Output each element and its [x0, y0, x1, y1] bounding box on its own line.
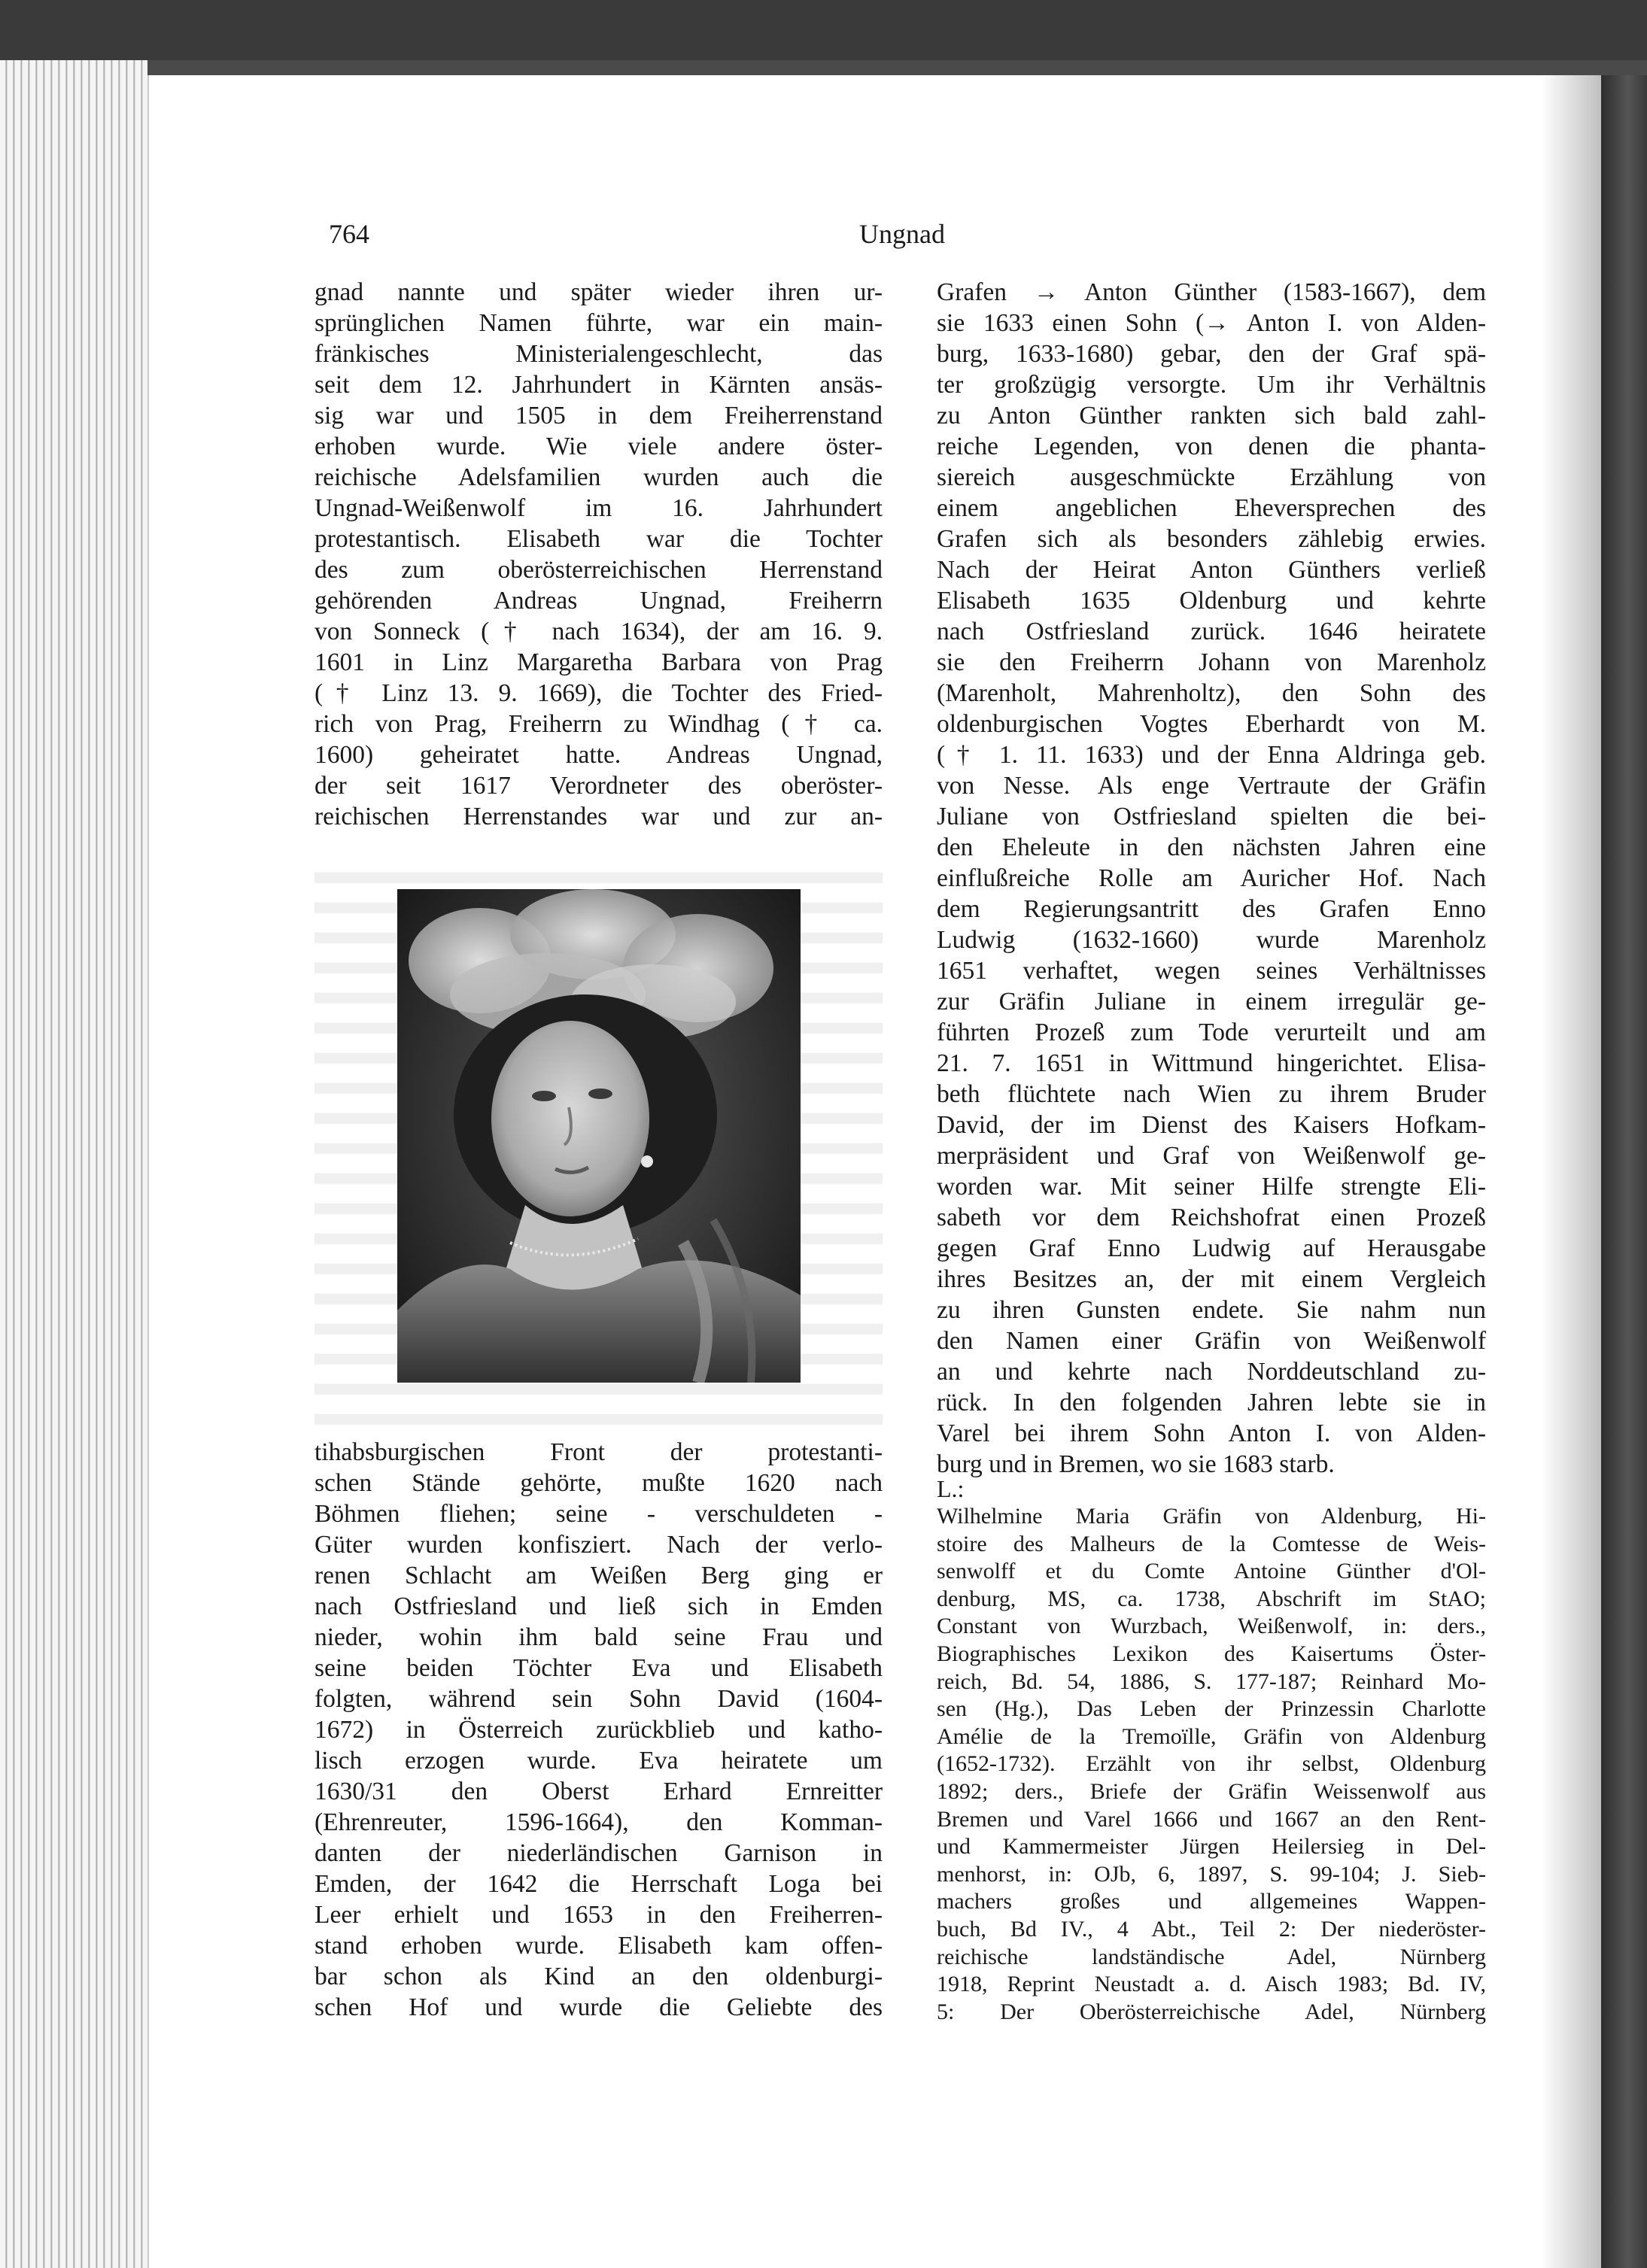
- right-column-line: den Namen einer Gräfin von Weißenwolf: [937, 1327, 1486, 1355]
- right-column-line: Nach der Heirat Anton Günthers verließ: [937, 556, 1486, 584]
- left-column-top-line: gnad nannte und später wieder ihren ur-: [315, 278, 883, 306]
- right-column-line: († 1. 11. 1633) und der Enna Aldringa geb.: [937, 741, 1486, 769]
- left-column-bottom-line: Leer erhielt und 1653 in den Freiherren-: [315, 1901, 883, 1929]
- left-column-bottom: [315, 1437, 883, 2023]
- right-column-line: Elisabeth 1635 Oldenburg und kehrte: [937, 587, 1486, 615]
- left-column-bottom-line: schen Hof und wurde die Geliebte des: [315, 1993, 883, 2021]
- literature-line: buch, Bd IV., 4 Abt., Teil 2: Der niederöster-: [937, 1916, 1486, 1942]
- right-column-line: sie den Freiherrn Johann von Marenholz: [937, 648, 1486, 676]
- page-number: 764: [329, 219, 369, 249]
- right-column-line: Grafen → Anton Günther (1583-1667), dem: [937, 278, 1486, 306]
- right-column-line: merpräsident und Graf von Weißenwolf ge-: [937, 1142, 1486, 1170]
- left-column-bottom-line: Güter wurden konfisziert. Nach der verlo-: [315, 1531, 883, 1559]
- right-column-line: siereich ausgeschmückte Erzählung von: [937, 463, 1486, 491]
- right-column-line: Varel bei ihrem Sohn Anton I. von Alden-: [937, 1419, 1486, 1447]
- portrait-image: [397, 889, 801, 1383]
- left-column-bottom-line: nach Ostfriesland und ließ sich in Emden: [315, 1592, 883, 1620]
- left-column-bottom-line: 1672) in Österreich zurückblieb und katho-: [315, 1716, 883, 1744]
- right-column-line: an und kehrte nach Norddeutschland zu-: [937, 1358, 1486, 1386]
- literature-label: L.:: [937, 1475, 965, 1502]
- book-gutter: [1600, 75, 1647, 2268]
- left-column-bottom-line: tihabsburgischen Front der protestanti-: [315, 1438, 883, 1466]
- literature-line: 1918, Reprint Neustadt a. d. Aisch 1983; Bd. IV,: [937, 1972, 1486, 1997]
- top-shadow: [147, 60, 1647, 77]
- right-column-line: Juliane von Ostfriesland spielten die bei-: [937, 803, 1486, 830]
- left-column-top-line: 1600) geheiratet hatte. Andreas Ungnad,: [315, 741, 883, 769]
- right-column-line: zur Gräfin Juliane in einem irregulär ge-: [937, 988, 1486, 1016]
- left-column-bottom-line: Böhmen fliehen; seine - verschuldeten -: [315, 1500, 883, 1528]
- right-column-line: David, der im Dienst des Kaisers Hofkam-: [937, 1111, 1486, 1139]
- right-column-line: zu Anton Günther rankten sich bald zahl-: [937, 402, 1486, 430]
- right-column-line: (Marenholt, Mahrenholtz), den Sohn des: [937, 679, 1486, 707]
- right-column-line: rück. In den folgenden Jahren lebte sie in: [937, 1389, 1486, 1416]
- literature-line: sen (Hg.), Das Leben der Prinzessin Charlotte: [937, 1696, 1486, 1722]
- left-column-bottom-line: schen Stände gehörte, mußte 1620 nach: [315, 1469, 883, 1497]
- left-column-top-line: 1601 in Linz Margaretha Barbara von Prag: [315, 648, 883, 676]
- left-column-top-line: reichische Adelsfamilien wurden auch die: [315, 463, 883, 491]
- right-column-line: beth flüchtete nach Wien zu ihrem Bruder: [937, 1080, 1486, 1108]
- left-column-bottom-line: bar schon als Kind an den oldenburgi-: [315, 1963, 883, 1990]
- left-column-top-line: der seit 1617 Verordneter des oberöster-: [315, 772, 883, 800]
- literature-line: stoire des Malheurs de la Comtesse de Weis-: [937, 1531, 1486, 1556]
- left-column-top-line: protestantisch. Elisabeth war die Tochter: [315, 525, 883, 553]
- right-column-line: burg, 1633-1680) gebar, den der Graf spä-: [937, 340, 1486, 368]
- right-column-line: Grafen sich als besonders zählebig erwies.: [937, 525, 1486, 553]
- spine-shadow: [1541, 75, 1601, 2268]
- left-column-top-line: reichischen Herrenstandes war und zur an-: [315, 803, 883, 830]
- left-column-top-line: fränkisches Ministerialengeschlecht, das: [315, 340, 883, 368]
- left-column-bottom-line: seine beiden Töchter Eva und Elisabeth: [315, 1654, 883, 1682]
- right-column: [937, 277, 1486, 1480]
- literature-line: 5: Der Oberösterreichische Adel, Nürnberg: [937, 1999, 1486, 2024]
- book-page-edges: [0, 60, 150, 2268]
- left-column-bottom-line: Emden, der 1642 die Herrschaft Loga bei: [315, 1870, 883, 1898]
- left-column-top-line: seit dem 12. Jahrhundert in Kärnten ansäs-: [315, 371, 883, 399]
- left-column-bottom-line: renen Schlacht am Weißen Berg ging er: [315, 1562, 883, 1589]
- literature-line: Biographisches Lexikon des Kaisertums Öster-: [937, 1641, 1486, 1666]
- left-column-top-line: erhoben wurde. Wie viele andere öster-: [315, 433, 883, 460]
- left-column-bottom-line: nieder, wohin ihm bald seine Frau und: [315, 1623, 883, 1651]
- right-column-line: sie 1633 einen Sohn (→ Anton I. von Alden-: [937, 309, 1486, 337]
- literature-line: Bremen und Varel 1666 und 1667 an den Rent-: [937, 1806, 1486, 1832]
- right-column-line: reiche Legenden, von denen die phanta-: [937, 433, 1486, 460]
- right-column-line: zu ihren Gunsten endete. Sie nahm nun: [937, 1296, 1486, 1324]
- right-column-line: sabeth vor dem Reichshofrat einen Prozeß: [937, 1204, 1486, 1231]
- literature-line: denburg, MS, ca. 1738, Abschrift im StAO;: [937, 1586, 1486, 1611]
- literature-line: und Kammermeister Jürgen Heilersieg in Del-: [937, 1834, 1486, 1860]
- right-column-line: einem angeblichen Eheversprechen des: [937, 494, 1486, 522]
- right-column-line: von Nesse. Als enge Vertraute der Gräfin: [937, 772, 1486, 800]
- right-column-line: ihres Besitzes an, der mit einem Vergleich: [937, 1265, 1486, 1293]
- left-column-top-line: Ungnad-Weißenwolf im 16. Jahrhundert: [315, 494, 883, 522]
- left-column-top-line: sprünglichen Namen führte, war ein main-: [315, 309, 883, 337]
- right-column-line: 21. 7. 1651 in Wittmund hingerichtet. Elisa-: [937, 1049, 1486, 1077]
- literature-line: Wilhelmine Maria Gräfin von Aldenburg, Hi-: [937, 1504, 1486, 1529]
- running-head: Ungnad: [859, 219, 945, 249]
- literature-line: (1652-1732). Erzählt von ihr selbst, Oldenburg: [937, 1751, 1486, 1777]
- right-column-line: oldenburgischen Vogtes Eberhardt von M.: [937, 710, 1486, 738]
- literature-line: reich, Bd. 54, 1886, S. 177-187; Reinhard Mo-: [937, 1668, 1486, 1694]
- right-column-line: nach Ostfriesland zurück. 1646 heiratete: [937, 618, 1486, 645]
- left-column-top-line: des zum oberösterreichischen Herrenstand: [315, 556, 883, 584]
- left-column-bottom-line: stand erhoben wurde. Elisabeth kam offen-: [315, 1932, 883, 1960]
- literature-line: machers großes und allgemeines Wappen-: [937, 1889, 1486, 1914]
- literature-line: 1892; ders., Briefe der Gräfin Weissenwolf aus: [937, 1778, 1486, 1804]
- right-column-line: gegen Graf Enno Ludwig auf Herausgabe: [937, 1234, 1486, 1262]
- left-column-top-line: sig war und 1505 in dem Freiherrenstand: [315, 402, 883, 430]
- left-column-bottom-line: folgten, während sein Sohn David (1604-: [315, 1685, 883, 1713]
- left-column-bottom-line: (Ehrenreuter, 1596-1664), den Komman-: [315, 1808, 883, 1836]
- right-column-line: den Eheleute in den nächsten Jahren eine: [937, 833, 1486, 861]
- literature-line: menhorst, in: OJb, 6, 1897, S. 99-104; J. Sieb-: [937, 1861, 1486, 1887]
- left-column-bottom-line: danten der niederländischen Garnison in: [315, 1839, 883, 1867]
- right-column-line: worden war. Mit seiner Hilfe strengte Eli-: [937, 1173, 1486, 1201]
- right-column-line: ter großzügig versorgte. Um ihr Verhältnis: [937, 371, 1486, 399]
- literature-line: Amélie de la Tremoïlle, Gräfin von Aldenburg: [937, 1723, 1486, 1749]
- literature-line: senwolff et du Comte Antoine Günther d'Ol-: [937, 1559, 1486, 1584]
- literature-list: [937, 1503, 1486, 2026]
- left-column-bottom-line: 1630/31 den Oberst Erhard Ernreitter: [315, 1778, 883, 1805]
- right-column-line: einflußreiche Rolle am Auricher Hof. Nach: [937, 864, 1486, 892]
- right-column-line: burg und in Bremen, wo sie 1683 starb.: [937, 1450, 1335, 1478]
- left-column-top-line: († Linz 13. 9. 1669), die Tochter des Fried-: [315, 679, 883, 707]
- portrait-illustration: [397, 889, 801, 1383]
- left-column-top-line: von Sonneck († nach 1634), der am 16. 9.: [315, 618, 883, 645]
- right-column-line: 1651 verhaftet, wegen seines Verhältnisses: [937, 957, 1486, 985]
- left-column-top-line: rich von Prag, Freiherrn zu Windhag († ca.: [315, 710, 883, 738]
- left-column-top-line: gehörenden Andreas Ungnad, Freiherrn: [315, 587, 883, 615]
- literature-line: reichische landständische Adel, Nürnberg: [937, 1944, 1486, 1969]
- right-column-line: dem Regierungsantritt des Grafen Enno: [937, 895, 1486, 923]
- left-column-top: [315, 277, 883, 832]
- right-column-line: Ludwig (1632-1660) wurde Marenholz: [937, 926, 1486, 954]
- left-column-bottom-line: lisch erzogen wurde. Eva heiratete um: [315, 1747, 883, 1775]
- right-column-line: führten Prozeß zum Tode verurteilt und am: [937, 1019, 1486, 1046]
- literature-line: Constant von Wurzbach, Weißenwolf, in: ders.,: [937, 1614, 1486, 1639]
